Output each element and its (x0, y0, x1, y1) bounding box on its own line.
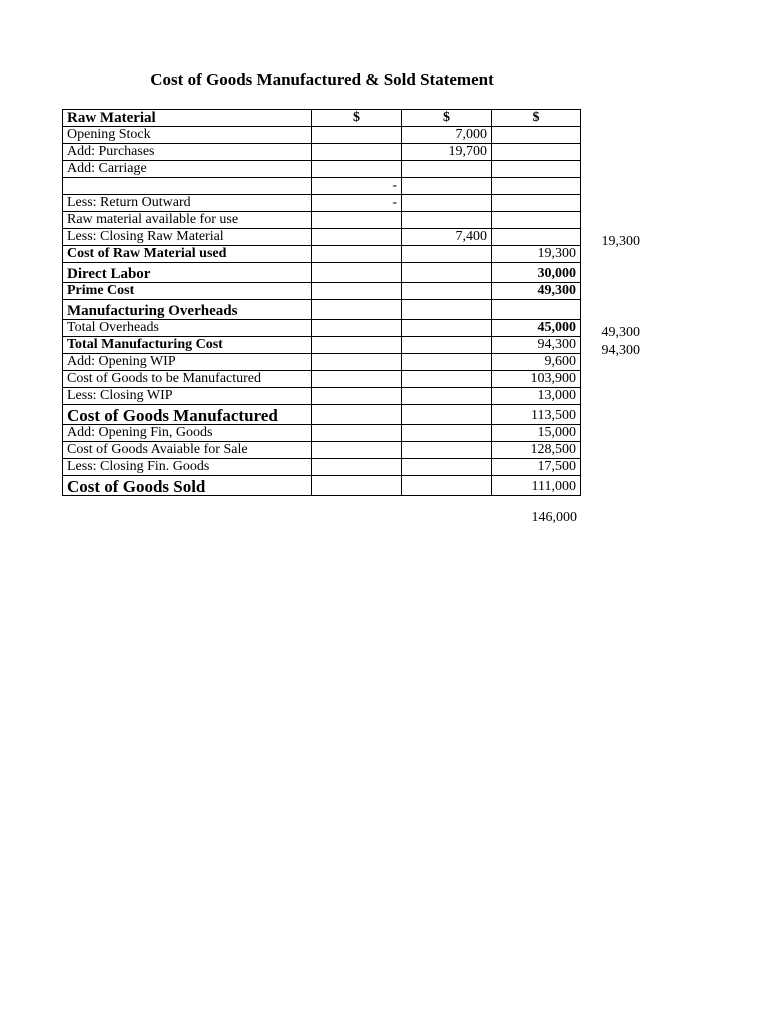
row-c1 (312, 388, 402, 405)
row-label: Add: Opening Fin, Goods (63, 425, 312, 442)
row-label: Add: Carriage (63, 161, 312, 178)
row-c1 (312, 229, 402, 246)
side-value-total-manufacturing-cost: 94,300 (601, 343, 640, 358)
row-label: Cost of Goods Sold (63, 476, 312, 496)
row-cost-of-goods-manufactured (63, 405, 581, 425)
row-label (63, 178, 312, 195)
row-label: Cost of Goods to be Manufactured (63, 371, 312, 388)
row-c3: 19,300 (492, 246, 581, 263)
row-label: Cost of Raw Material used (63, 246, 312, 263)
row-c1 (312, 459, 402, 476)
row-carriage (63, 161, 581, 178)
row-total-overheads (63, 320, 581, 337)
row-c2 (402, 388, 492, 405)
row-c3: 13,000 (492, 388, 581, 405)
row-opening-stock (63, 127, 581, 144)
row-label: Add: Purchases (63, 144, 312, 161)
row-c2: 7,000 (402, 127, 492, 144)
row-c2 (402, 476, 492, 496)
row-c3 (492, 144, 581, 161)
row-c1 (312, 127, 402, 144)
row-c3: 9,600 (492, 354, 581, 371)
header-col3: $ (492, 110, 581, 127)
row-label: Less: Closing Raw Material (63, 229, 312, 246)
row-c2 (402, 337, 492, 354)
below-table-value: 146,000 (531, 510, 577, 525)
row-c1 (312, 425, 402, 442)
row-goods-available-for-sale (63, 442, 581, 459)
row-label: Less: Return Outward (63, 195, 312, 212)
header-col2: $ (402, 110, 492, 127)
row-c3 (492, 300, 581, 320)
row-prime-cost (63, 283, 581, 300)
row-label: Add: Opening WIP (63, 354, 312, 371)
row-c3 (492, 212, 581, 229)
row-purchases (63, 144, 581, 161)
row-c3: 94,300 (492, 337, 581, 354)
row-label: Manufacturing Overheads (63, 300, 312, 320)
row-label: Cost of Goods Avaiable for Sale (63, 442, 312, 459)
row-c2 (402, 283, 492, 300)
row-c2 (402, 405, 492, 425)
row-c1 (312, 300, 402, 320)
row-c3: 17,500 (492, 459, 581, 476)
row-c1 (312, 144, 402, 161)
header-row (63, 110, 581, 127)
row-label: Cost of Goods Manufactured (63, 405, 312, 425)
row-c3: 103,900 (492, 371, 581, 388)
row-opening-fin-goods (63, 425, 581, 442)
row-c2 (402, 354, 492, 371)
row-raw-material-used (63, 246, 581, 263)
row-c2: 19,700 (402, 144, 492, 161)
row-c2 (402, 425, 492, 442)
row-c1 (312, 337, 402, 354)
row-c3: 113,500 (492, 405, 581, 425)
row-c1 (312, 320, 402, 337)
row-c1 (312, 212, 402, 229)
row-c3 (492, 178, 581, 195)
row-closing-fin-goods (63, 459, 581, 476)
header-raw-material: Raw Material (63, 110, 312, 127)
row-c3: 30,000 (492, 263, 581, 283)
side-value-total-overheads: 49,300 (601, 325, 640, 340)
row-c2 (402, 161, 492, 178)
row-c1: - (312, 178, 402, 195)
row-c3 (492, 195, 581, 212)
row-c3: 128,500 (492, 442, 581, 459)
row-c1 (312, 246, 402, 263)
row-c2: 7,400 (402, 229, 492, 246)
row-c3: 15,000 (492, 425, 581, 442)
row-direct-labor (63, 263, 581, 283)
row-label: Less: Closing WIP (63, 388, 312, 405)
row-manufacturing-overheads (63, 300, 581, 320)
row-c3 (492, 127, 581, 144)
row-label: Total Manufacturing Cost (63, 337, 312, 354)
row-c3: 49,300 (492, 283, 581, 300)
row-c2 (402, 212, 492, 229)
row-c2 (402, 195, 492, 212)
row-c3: 45,000 (492, 320, 581, 337)
row-c2 (402, 246, 492, 263)
row-c1 (312, 442, 402, 459)
side-value-closing-raw-material: 19,300 (601, 234, 640, 249)
header-col1: $ (312, 110, 402, 127)
row-c2 (402, 442, 492, 459)
row-c1 (312, 161, 402, 178)
row-label: Total Overheads (63, 320, 312, 337)
row-label: Prime Cost (63, 283, 312, 300)
row-c1 (312, 371, 402, 388)
row-c3 (492, 161, 581, 178)
row-c1 (312, 283, 402, 300)
row-closing-wip (63, 388, 581, 405)
row-c2 (402, 459, 492, 476)
row-label: Raw material available for use (63, 212, 312, 229)
row-c1 (312, 263, 402, 283)
row-c2 (402, 371, 492, 388)
row-c1: - (312, 195, 402, 212)
row-c1 (312, 476, 402, 496)
row-label: Less: Closing Fin. Goods (63, 459, 312, 476)
row-return-outward (63, 195, 581, 212)
statement-title: Cost of Goods Manufactured & Sold Statement (150, 70, 494, 89)
row-c1 (312, 405, 402, 425)
row-c2 (402, 178, 492, 195)
statement-table (62, 109, 581, 496)
row-blank (63, 178, 581, 195)
row-cost-of-goods-sold (63, 476, 581, 496)
row-c2 (402, 300, 492, 320)
row-label: Opening Stock (63, 127, 312, 144)
row-c1 (312, 354, 402, 371)
row-closing-raw-material (63, 229, 581, 246)
row-goods-to-be-manufactured (63, 371, 581, 388)
row-c2 (402, 320, 492, 337)
row-label: Direct Labor (63, 263, 312, 283)
row-total-manufacturing-cost (63, 337, 581, 354)
row-c2 (402, 263, 492, 283)
row-raw-material-available (63, 212, 581, 229)
row-opening-wip (63, 354, 581, 371)
row-c3: 111,000 (492, 476, 581, 496)
